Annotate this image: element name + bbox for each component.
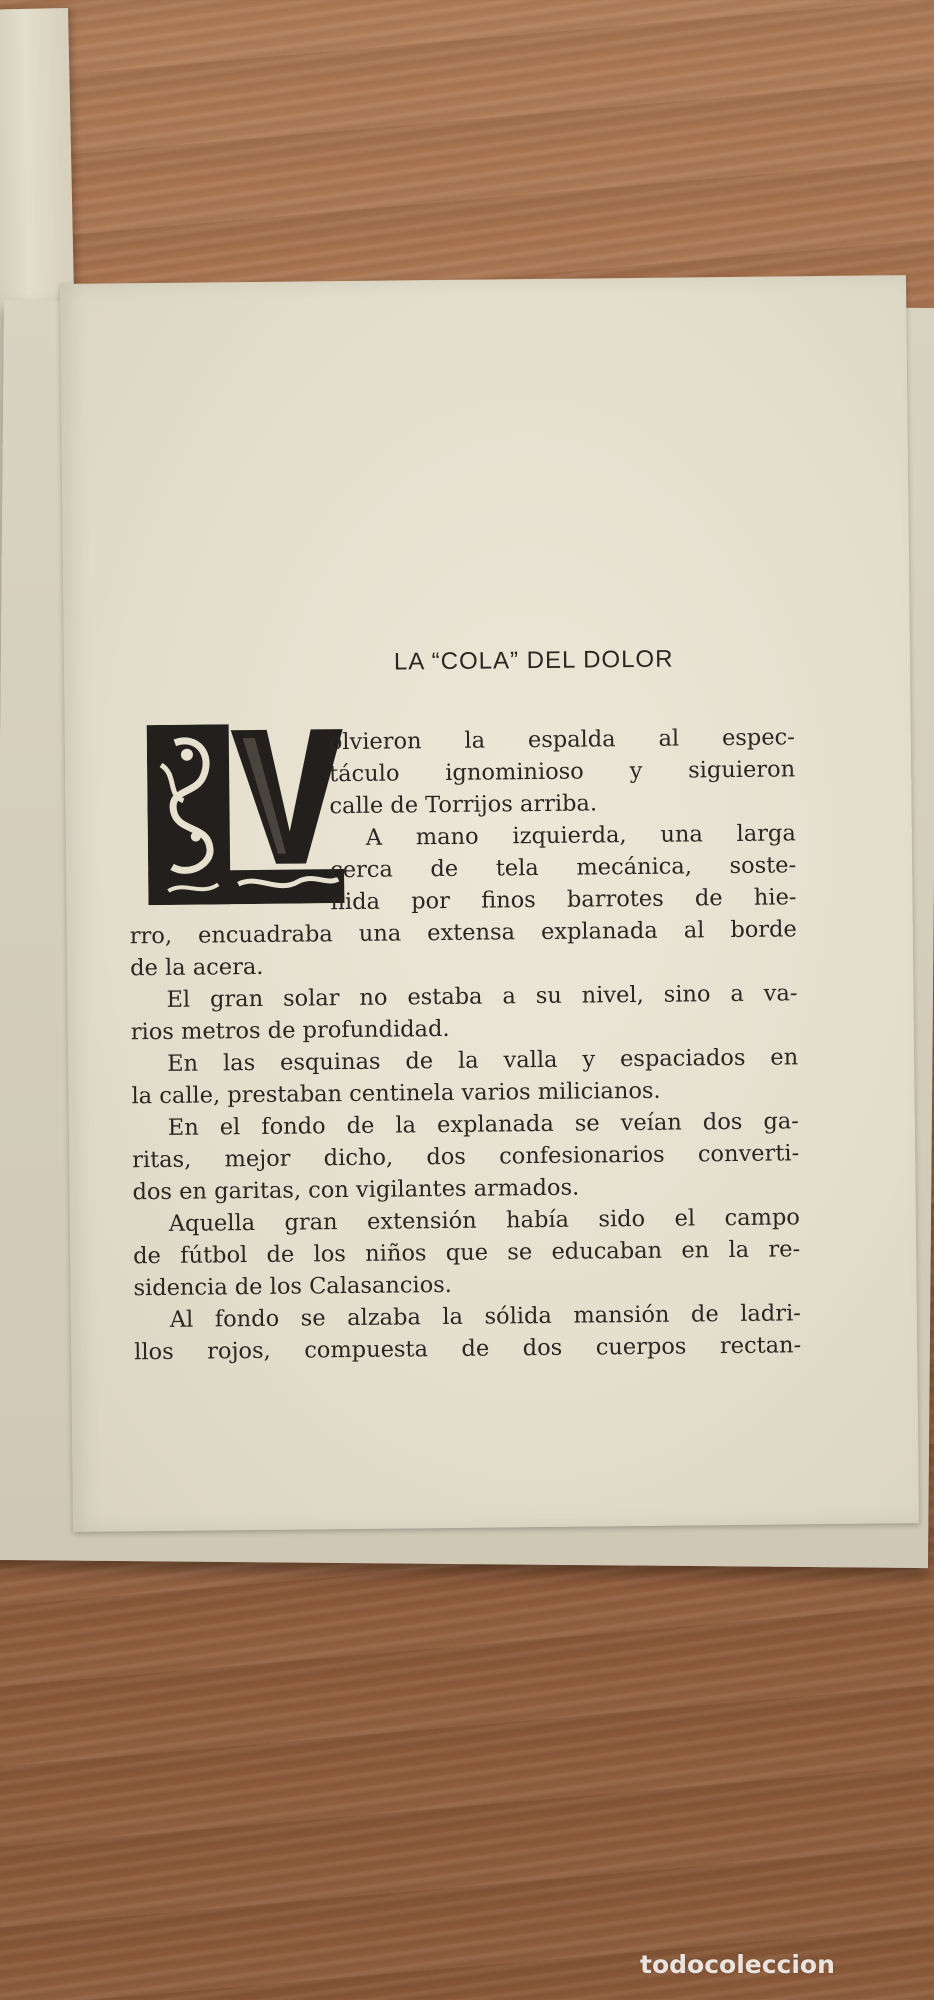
- text-line: Al fondo se alzaba la sólida mansión de ladri-: [169, 1300, 801, 1333]
- book-page: [60, 275, 919, 1532]
- text-line: cerca de tela mecánica, soste-: [330, 852, 797, 884]
- text-line: olvieron la espalda al espec-: [328, 724, 795, 756]
- text-line: En las esquinas de la valla y espaciados en: [167, 1044, 799, 1077]
- text-line: El gran solar no estaba a su nivel, sino a va-: [166, 980, 798, 1013]
- text-line: nida por finos barrotes de hie-: [330, 884, 797, 916]
- text-line: rro, encuadraba una extensa explanada al borde: [129, 916, 797, 950]
- text-line: Aquella gran extensión había sido el campo: [168, 1204, 800, 1237]
- text-line: de la acera.: [130, 953, 264, 982]
- text-line: táculo ignominioso y siguieron: [329, 756, 796, 788]
- text-line: llos rojos, compuesta de dos cuerpos rectan-: [134, 1332, 802, 1366]
- ornamental-drop-cap-v: [147, 723, 345, 905]
- page-text-block: [60, 275, 919, 1532]
- text-line: En el fondo de la explanada se veían dos ga-: [167, 1108, 799, 1141]
- text-line: A mano izquierda, una larga: [365, 820, 796, 851]
- text-line: sidencia de los Calasancios.: [133, 1271, 453, 1302]
- text-line: ritas, mejor dicho, dos confesionarios converti-: [132, 1140, 800, 1174]
- text-line: calle de Torrijos arriba.: [329, 790, 598, 820]
- text-line: de fútbol de los niños que se educaban en la re-: [133, 1236, 801, 1270]
- chapter-title: LA “COLA” DEL DOLOR: [393, 645, 674, 676]
- watermark-logo: todocoleccion: [640, 1950, 835, 1979]
- text-line: rios metros de profundidad.: [130, 1015, 450, 1046]
- text-line: dos en garitas, con vigilantes armados.: [132, 1174, 580, 1206]
- text-line: la calle, prestaban centinela varios milicianos.: [131, 1077, 661, 1110]
